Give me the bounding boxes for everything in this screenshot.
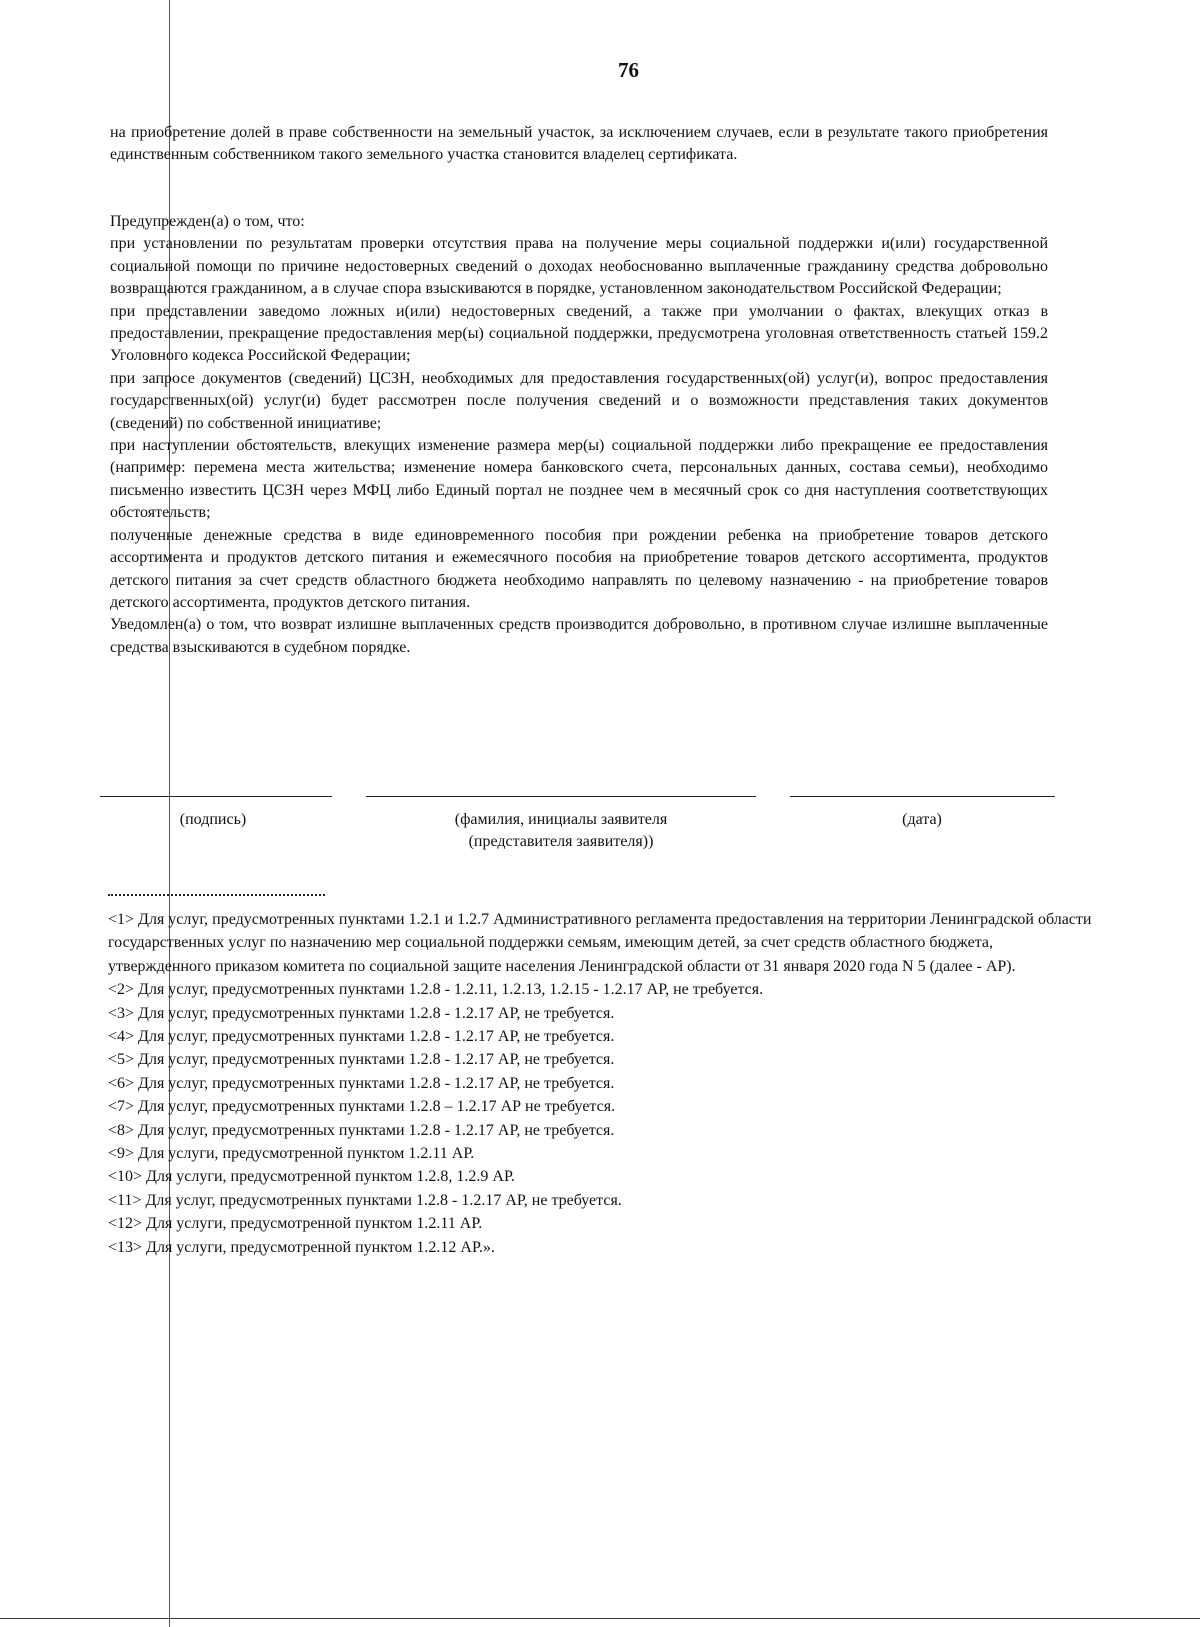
- page-number: 76: [618, 58, 639, 82]
- footnote-item: <12> Для услуги, предусмотренной пунктом 1.2.11 АР.: [108, 1215, 483, 1233]
- name-label-line1: (фамилия, инициалы заявителя: [454, 811, 668, 828]
- warning-item: при запросе документов (сведений) ЦСЗН, необходимых для предоставления государственных(ой) услуг(и), вопрос предоставления государственных(ой) услуг(и) будет рассмотрен после получения сведений и о возможности представления таких документов (сведений) по собственной инициативе;: [110, 369, 1048, 432]
- footnote-item: <8> Для услуг, предусмотренных пунктами 1.2.8 - 1.2.17 АР, не требуется.: [108, 1121, 615, 1139]
- footnote-item: <2> Для услуг, предусмотренных пунктами 1.2.8 - 1.2.11, 1.2.13, 1.2.15 - 1.2.17 АР, не требуется.: [108, 981, 764, 999]
- footnote-item: <9> Для услуги, предусмотренной пунктом 1.2.11 АР.: [108, 1145, 475, 1163]
- footnote-item: <3> Для услуг, предусмотренных пунктами 1.2.8 - 1.2.17 АР, не требуется.: [108, 1004, 615, 1022]
- signature-line: [100, 796, 332, 797]
- warning-item: при представлении заведомо ложных и(или) недостоверных сведений, а также при умолчании о фактах, влекущих отказ в предоставлении, прекращение предоставления мер(ы) социальной поддержки, предусмотрена уголовная ответственность статьей 159.2 Уголовного кодекса Российской Федерации;: [110, 302, 1048, 365]
- footnote-separator: [108, 894, 325, 896]
- footnote-item: <10> Для услуги, предусмотренной пунктом 1.2.8, 1.2.9 АР.: [108, 1168, 515, 1186]
- intro-paragraph: [110, 122, 1048, 167]
- date-line: [790, 796, 1055, 797]
- footnote-item: <1> Для услуг, предусмотренных пунктами 1.2.1 и 1.2.7 Административного регламента предоставления на территории Ленинградской области государственных услуг по назначению мер социальной поддержки семьям, имеющим детей, за счет средств областного бюджета, утвержденного приказом комитета по социальной защите населения Ленинградской области от 31 января 2020 года N 5 (далее - АР).: [108, 911, 1092, 975]
- footnote-item: <7> Для услуг, предусмотренных пунктами 1.2.8 – 1.2.17 АР не требуется.: [108, 1098, 616, 1116]
- warning-heading: Предупрежден(а) о том, что:: [110, 213, 305, 230]
- warning-item: при установлении по результатам проверки отсутствия права на получение меры социальной поддержки и(или) государственной социальной помощи по причине недостоверных сведений о доходах необоснованно выплаченные гражданину средства добровольно возвращаются гражданином, а в случае спора взыскиваются в порядке, установленном законодательством Российской Федерации;: [110, 235, 1048, 298]
- date-label: (дата): [902, 811, 942, 828]
- name-label: [386, 809, 736, 853]
- intro-text: на приобретение долей в праве собственности на земельный участок, за исключением случаев, если в результате такого приобретения единственным собственником такого земельного участка становится владелец сертификата.: [110, 124, 1048, 164]
- notice-text: Уведомлен(а) о том, что возврат излишне выплаченных средств производится добровольно, в противном случае излишне выплаченные средства взыскиваются в судебном порядке.: [110, 616, 1048, 656]
- footnote-item: <5> Для услуг, предусмотренных пунктами 1.2.8 - 1.2.17 АР, не требуется.: [108, 1051, 615, 1069]
- warnings-block: [110, 211, 1048, 659]
- scan-artifact-edge: [0, 1618, 1200, 1619]
- signature-label: (подпись): [179, 811, 247, 828]
- name-label-line2: (представителя заявителя)): [468, 833, 654, 850]
- warning-item: полученные денежные средства в виде единовременного пособия при рождении ребенка на приобретение товаров детского ассортимента и продуктов детского питания и ежемесячного пособия на приобретение товаров детского ассортимента, продуктов детского питания за счет средств областного бюджета необходимо направлять по целевому назначению - на приобретение товаров детского ассортимента, продуктов детского питания.: [110, 526, 1048, 611]
- footnote-item: <13> Для услуги, предусмотренной пунктом 1.2.12 АР.».: [108, 1238, 495, 1256]
- footnote-item: <4> Для услуг, предусмотренных пунктами 1.2.8 - 1.2.17 АР, не требуется.: [108, 1028, 615, 1046]
- footnote-item: <6> Для услуг, предусмотренных пунктами 1.2.8 - 1.2.17 АР, не требуется.: [108, 1074, 615, 1092]
- footnote-item: <11> Для услуг, предусмотренных пунктами 1.2.8 - 1.2.17 АР, не требуется.: [108, 1191, 622, 1209]
- warning-item: при наступлении обстоятельств, влекущих изменение размера мер(ы) социальной поддержки либо прекращение ее предоставления (например: перемена места жительства; изменение номера банковского счета, персональных данных, состава семьи), необходимо письменно известить ЦСЗН через МФЦ либо Единый портал не позднее чем в месячный срок со дня наступления соответствующих обстоятельств;: [110, 437, 1048, 522]
- name-line: [366, 796, 756, 797]
- footnotes-list: [108, 908, 1092, 1259]
